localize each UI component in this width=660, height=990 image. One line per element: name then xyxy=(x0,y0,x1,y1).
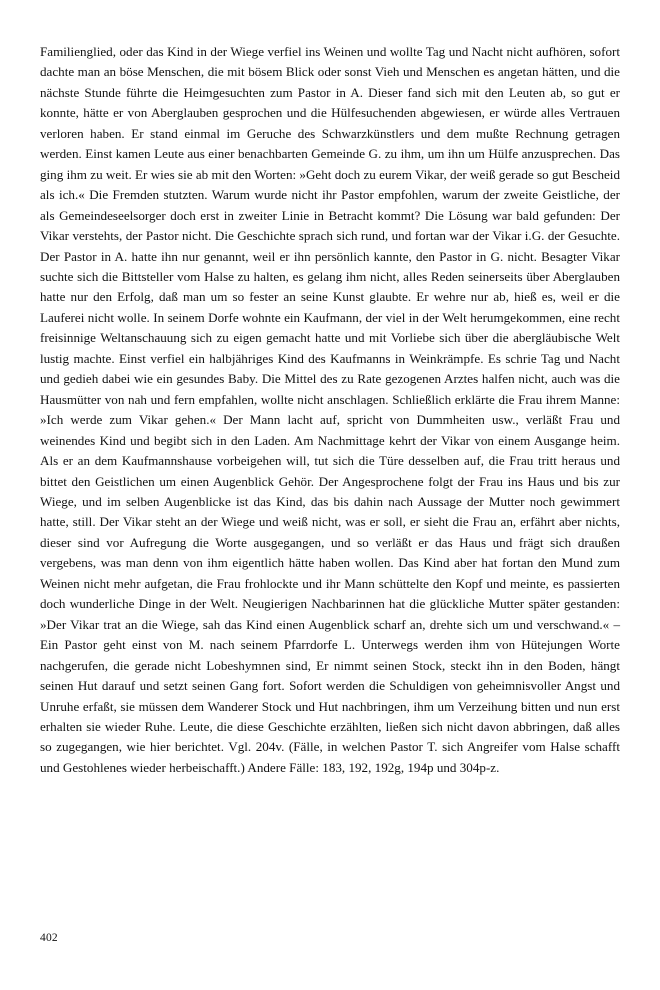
body-text-block xyxy=(40,42,620,778)
page-number: 402 xyxy=(40,932,58,944)
body-paragraph: Familienglied, oder das Kind in der Wiege verfiel ins Weinen und wollte Tag und Nacht nicht aufhören, sofort dachte man an böse Menschen, die mit bösem Blick oder sonst Vieh und Menschen es angetan hätten, und die nächste Stunde führte die Heimgesuchten zum Pastor in A. Dieser fand sich mit den Leuten ab, so gut er konnte, hätte er von Aberglauben gesprochen und die Hülfesuchenden abgewiesen, er würde alles Vertrauen verloren haben. Er stand einmal im Geruche des Schwarzkünstlers und dem mußte Rechnung getragen werden. Einst kamen Leute aus einer benachbarten Gemeinde G. zu ihm, um ihn um Hülfe anzusprechen. Das ging ihm zu weit. Er wies sie ab mit den Worten: »Geht doch zu eurem Vikar, der weiß gerade so gut Bescheid als ich.« Die Fremden stutzten. Warum wurde nicht ihr Pastor empfohlen, warum der zweite Geistliche, der als Gemeindeseelsorger doch erst in zweiter Linie in Betracht kommt? Die Lösung war bald gefunden: Der Vikar verstehts, der Pastor nicht. Die Geschichte sprach sich rund, und fortan war der Vikar i.G. der Gesuchte. Der Pastor in A. hatte ihn nur genannt, weil er ihn persönlich kannte, den Pastor in G. nicht. Besagter Vikar suchte sich die Bittsteller vom Halse zu halten, es gelang ihm nicht, alles Reden seinerseits über Aberglauben hatte nur den Erfolg, daß man um so fester an seine Kunst glaubte. Er wehre nur ab, hieß es, weil er die Lauferei nicht wolle. In seinem Dorfe wohnte ein Kaufmann, der viel in der Welt herumgekommen, eine recht freisinnige Weltanschauung sich zu eigen gemacht hatte und mit Vorliebe sich über die abergläubische Welt lustig machte. Einst verfiel ein halbjähriges Kind des Kaufmanns in Weinkrämpfe. Es schrie Tag und Nacht und gedieh dabei wie ein gesundes Baby. Die Mittel des zu Rate gezogenen Arztes halfen nicht, auch was die Hausmütter von nah und fern empfahlen, wollte nicht anschlagen. Schließlich erklärte die Frau ihrem Manne: »Ich werde zum Vikar gehen.« Der Mann lacht auf, spricht von Dummheiten usw., verläßt Frau und weinendes Kind und begibt sich in den Laden. Am Nachmittage kehrt der Vikar von einem Ausgange heim. Als er an dem Kaufmannshause vorbeigehen will, tut sich die Türe desselben auf, die Frau tritt heraus und bittet den Geistlichen um einen Augenblick Gehör. Der Angesprochene folgt der Frau ins Haus und bis zur Wiege, und im selben Augenblicke ist das Kind, das bis dahin nach Aussage der Mutter noch gewimmert hatte, still. Der Vikar steht an der Wiege und weiß nicht, was er soll, er sieht die Frau an, erfährt aber nichts, dieser sind vor Aufregung die Worte ausgegangen, und so verläßt er das Haus und frägt sich draußen vergebens, was man denn von ihm eigentlich hätte haben wollen. Das Kind aber hat fortan den Mund zum Weinen nicht mehr aufgetan, die Frau frohlockte und ihr Mann schüttelte den Kopf und meinte, es passierten doch wunderliche Dinge in der Welt. Neugierigen Nachbarinnen hat die glückliche Mutter später gestanden: »Der Vikar trat an die Wiege, sah das Kind einen Augenblick scharf an, drehte sich um und verschwand.« – Ein Pastor geht einst von M. nach seinem Pfarrdorfe L. Unterwegs werden ihm von Hütejungen Worte nachgerufen, die gerade nicht Lobeshymnen sind, Er nimmt seinen Stock, steckt ihn in den Boden, hängt seinen Hut darauf und setzt seinen Gang fort. Sofort werden die Schuldigen von geheimnisvoller Angst und Unruhe erfaßt, sie müssen dem Wanderer Stock und Hut nachbringen, ihm um Verzeihung bitten und nun erst erhalten sie wieder Ruhe. Leute, die diese Geschichte erzählten, ließen sich nicht davon abbringen, daß alles so zugegangen, wie hier berichtet. Vgl. 204v. (Fälle, in welchen Pastor T. sich Angreifer vom Halse schafft und Gestohlenes wieder herbeischafft.) Andere Fälle: 183, 192, 192g, 194p und 304p-z. xyxy=(40,44,620,775)
